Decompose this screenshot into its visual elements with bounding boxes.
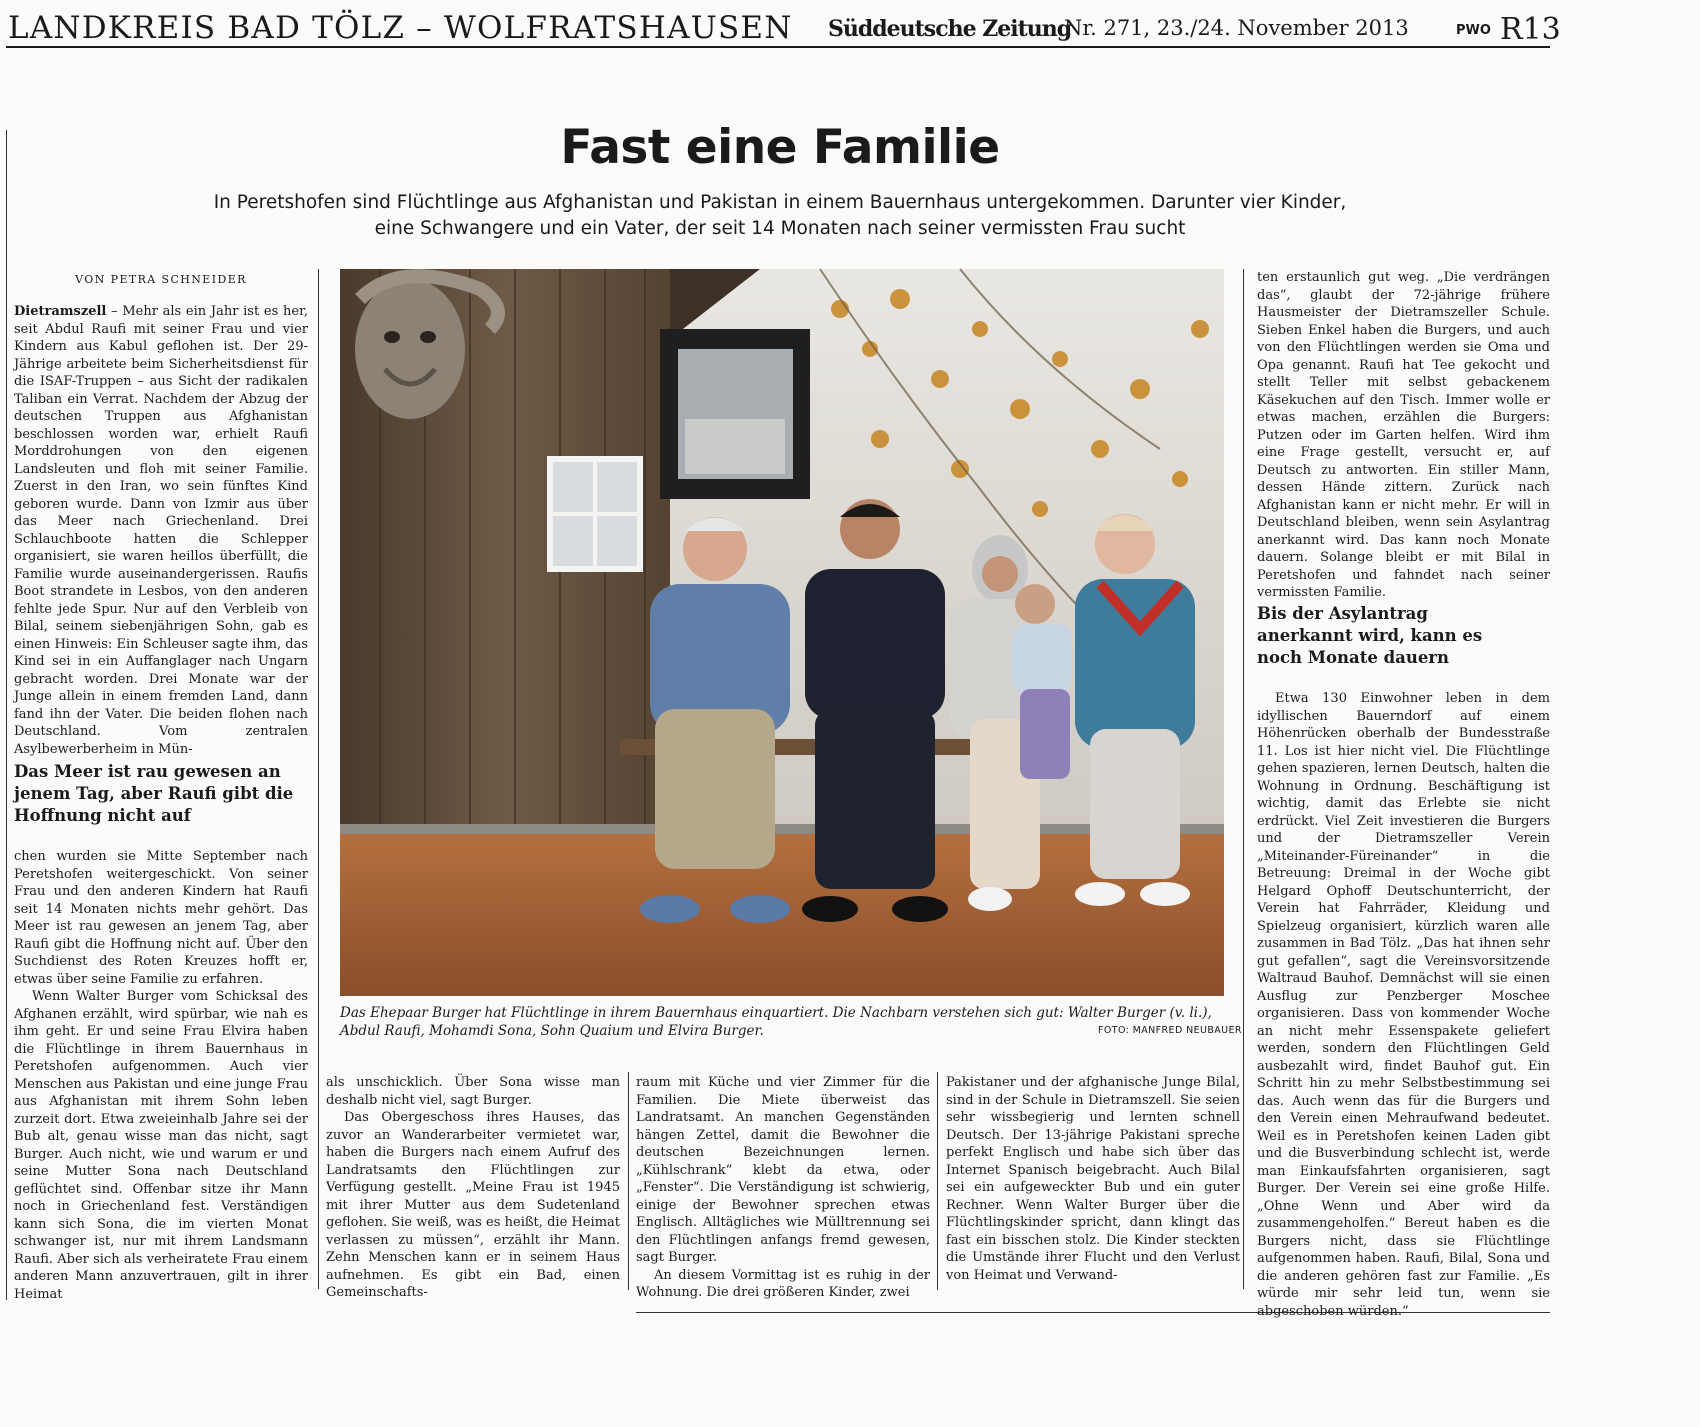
column-rule	[6, 130, 7, 1300]
issue-info: Nr. 271, 23./24. November 2013	[1064, 16, 1409, 40]
paragraph: chen wurden sie Mitte September nach Peretshofen weitergeschickt. Von seiner Frau und den anderen Kindern hat Raufi seit 14 Monaten nichts mehr gehört. Das Meer ist rau gewesen an jenem Tag, aber Raufi gibt die Hoffnung nicht auf. Über den Suchdienst des Roten Kreuzes hofft er, etwas über seine Familie zu erfahren.	[14, 849, 308, 987]
masthead	[6, 4, 1561, 48]
byline: VON PETRA SCHNEIDER	[75, 273, 247, 286]
paragraph: Das Obergeschoss ihres Hauses, das zuvor an Wanderarbeiter vermietet war, haben die Burgers nach einem Aufruf des Landratsamts den Flüchtlingen zur Verfügung gestellt. „Meine Frau ist 1945 mit ihrer Mutter aus dem Sudetenland geflohen. Sie weiß, was es heißt, die Heimat verlassen zu müssen“, erzählt ihr Mann. Zehn Menschen kann er in seinem Haus aufnehmen. Es gibt ein Bad, einen Gemeinschafts-	[326, 1110, 620, 1300]
paragraph: Pakistaner und der afghanische Junge Bilal, sind in der Schule in Dietramszell. Sie seien sehr wissbegierig und lernten schnell Deutsch. Der 13-jährige Pakistani spreche perfekt Englisch und habe sich über das Internet Spanisch beigebracht. Auch Bilal sei ein aufgeweckter Bub und ein guter Rechner. Wenn Walter Burger über die Flüchtlingskinder spricht, dann klingt das fast ein bisschen stolz. Die Kinder steckten die Umstände ihrer Flucht und den Verlust von Heimat und Verwand-	[946, 1075, 1240, 1283]
paragraph: Etwa 130 Einwohner leben in dem idyllischen Bauerndorf auf einem Höhenrücken oberhalb der Bundesstraße 11. Los ist hier nicht viel. Die Flüchtlinge gehen spazieren, lernen Deutsch, halten die Wohnung in Ordnung. Beschäftigung ist wichtig, damit das Erlebte sie nicht erdrückt. Viel Zeit investieren die Burgers und der Dietramszeller Verein „Miteinander-Füreinander“ in die Betreuung: Dreimal in der Woche gibt Helgard Ophoff Deutschunterricht, der Verein hat Fahrräder, Kleidung und Spielzeug organisiert, kürzlich waren alle zusammen in Bad Tölz. „Das hat ihnen sehr gut gefallen“, sagt die Vereinsvorsitzende Waltraud Bauhof. Demnächst will sie einen Ausflug zur Penzberger Moschee organisieren. Dass von kommender Woche an nicht mehr Essenspakete geliefert werden, sondern den Flüchtlingen Geld ausbezahlt wird, findet Bauhof gut. Ein Schritt hin zu mehr Selbstbestimmung sei das. Auch wenn das für die Burgers und den Verein einen Mehraufwand bedeutet. Weil es in Peretshofen keinen Laden gibt und die Busverbindung schlecht ist, werde man Einkaufsfahrten organisieren, sagt Burger. Der Verein sei eine große Hilfe. „Ohne Wenn und Aber wird da zusammengeholfen.“ Bereut haben es die Burgers nicht, dass sie Flüchtlinge aufgenommen haben. Raufi, Bilal, Sona und die anderen gehören fast zur Familie. „Es würde mir sehr leid tun, wenn sie abgeschoben würden.“	[1257, 691, 1550, 1319]
interheadline-2: Bis der Asylantrag anerkannt wird, kann es noch Monate dauern	[1257, 604, 1483, 667]
column-4	[946, 1074, 1240, 1290]
column-1-top	[14, 303, 308, 757]
article-photo	[340, 269, 1224, 996]
subhead-line: In Peretshofen sind Flüchtlinge aus Afghanistan und Pakistan in einem Bauernhaus untergekommen. Darunter vier Kinder,	[213, 192, 1347, 213]
subheadline	[180, 190, 1380, 242]
photo-credit: FOTO: MANFRED NEUBAUER	[1098, 1025, 1242, 1036]
column-rule	[318, 269, 319, 1289]
column-2	[326, 1074, 620, 1300]
subhead-line: eine Schwangere und ein Vater, der seit 14 Monaten nach seiner vermissten Frau sucht	[374, 218, 1186, 239]
column-rule	[1243, 269, 1244, 1289]
column-3	[636, 1074, 930, 1300]
lead-paragraph: – Mehr als ein Jahr ist es her, seit Abdul Raufi mit seiner Frau und vier Kindern aus Kabul geflohen ist. Der 29-Jährige arbeitete beim Sicherheitsdienst für die ISAF-Truppen – aus Sicht der radikalen Taliban ein Verrat. Nachdem der Abzug der deutschen Truppen aus Afghanistan beschlossen worden war, erhielt Raufi Morddrohungen von den eigenen Landsleuten und floh mit seiner Familie. Zuerst in den Iran, wo sein fünftes Kind geboren wurde. Dann von Izmir aus über das Meer nach Griechenland. Drei Schlauchboote hatten die Schlepper organisiert, sie waren heillos überfüllt, die Familie wurde auseinandergerissen. Raufis Boot strandete in Lesbos, von den anderen fehlte jede Spur. Nur auf den Verbleib von Bilal, seinem siebenjährigen Sohn, gab es einen Hinweis: Ein Schleuser sagte ihm, das Kind sei in ein Auffanglager nach Ungarn gebracht worden. Drei Monate war der Junge allein in einem fremden Land, dann fand ihn der Vater. Die beiden flohen nach Deutschland. Vom zentralen Asylbewerberheim in Mün-	[14, 304, 308, 757]
column-rule	[937, 1072, 938, 1290]
photo-caption: Das Ehepaar Burger hat Flüchtlinge in ihrem Bauernhaus einquartiert. Die Nachbarn verstehen sich gut: Walter Burger (v. li.), Abdul Raufi, Mohamdi Sona, Sohn Quaium und Elvira Burger.	[340, 1005, 1212, 1039]
paper-name: Süddeutsche Zeitung	[828, 16, 1072, 42]
column-rule	[628, 1072, 629, 1290]
paragraph: als unschicklich. Über Sona wisse man deshalb nicht viel, sagt Burger.	[326, 1075, 620, 1108]
column-1-bottom	[14, 848, 308, 1302]
paragraph: ten erstaunlich gut weg. „Die verdrängen das“, glaubt der 72-jährige frühere Hausmeister der Dietramszeller Schule. Sieben Enkel haben die Burgers, und auch von den Flüchtlingen werden sie Oma und Opa genannt. Raufi hat Tee gekocht und stellt Teller mit selbst gebackenem Käsekuchen auf den Tisch. Immer wolle er etwas machen, erzählen die Burgers: Putzen oder im Garten helfen. Wird ihm eine Frage gestellt, versucht er, auf Deutsch zu antworten. Ein stiller Mann, dessen Hände zittern. Zurück nach Afghanistan kann er nicht mehr. Er will in Deutschland bleiben, wenn sein Asylantrag anerkannt wird. Das kann noch Monate dauern. Solange bleibt er mit Bilal in Peretshofen und fahndet nach seiner vermissten Familie.	[1257, 270, 1550, 600]
paragraph: An diesem Vormittag ist es ruhig in der Wohnung. Die drei größeren Kinder, zwei	[636, 1267, 930, 1300]
dateline: Dietramszell	[14, 304, 107, 319]
interheadline-1: Das Meer ist rau gewesen an jenem Tag, aber Raufi gibt die Hoffnung nicht auf	[14, 762, 294, 825]
paragraph: Wenn Walter Burger vom Schicksal des Afghanen erzählt, wird spürbar, wie nah es ihm geht. Er und seine Frau Elvira haben die Flüchtlinge in ihrem Bauernhaus in Peretshofen aufgenommen. Auch vier Menschen aus Pakistan und eine junge Frau aus Afghanistan mit ihrem Sohn leben zurzeit dort. Etwa zweieinhalb Jahre sei der Bub alt, genau wisse man das nicht, sagt Burger. Auch nicht, wie und warum er und seine Mutter Sona nach Deutschland geflüchtet sind. Offenbar sitze ihr Mann noch in Griechenland fest. Verständigen kann sich Sona, die im vierten Monat schwanger ist, nur mit ihrem Landsmann Raufi. Aber sich als verheiratete Frau einem anderen Mann anzuvertrauen, gilt in ihrer Heimat	[14, 989, 308, 1302]
headline: Fast eine Familie	[560, 120, 1000, 175]
column-5-top	[1257, 269, 1550, 600]
paragraph: raum mit Küche und vier Zimmer für die Familien. Die Miete überweist das Landratsamt. An manchen Gegenständen hängen Zettel, damit die Bewohner die deutschen Bezeichnungen lernen. „Kühlschrank“ klebt da etwa, oder „Fenster“. Die Verständigung ist schwierig, einige der Bewohner sprechen etwas Englisch. Alltägliches wie Mülltrennung sei den Flüchtlingen anfangs fremd gewesen, sagt Burger.	[636, 1075, 930, 1265]
edition-code: PWO	[1456, 23, 1491, 38]
column-5-bottom	[1257, 690, 1550, 1319]
page-number: R13	[1500, 12, 1561, 47]
section-title: LANDKREIS BAD TÖLZ – WOLFRATSHAUSEN	[8, 10, 793, 46]
photo-illustration	[340, 269, 1224, 996]
